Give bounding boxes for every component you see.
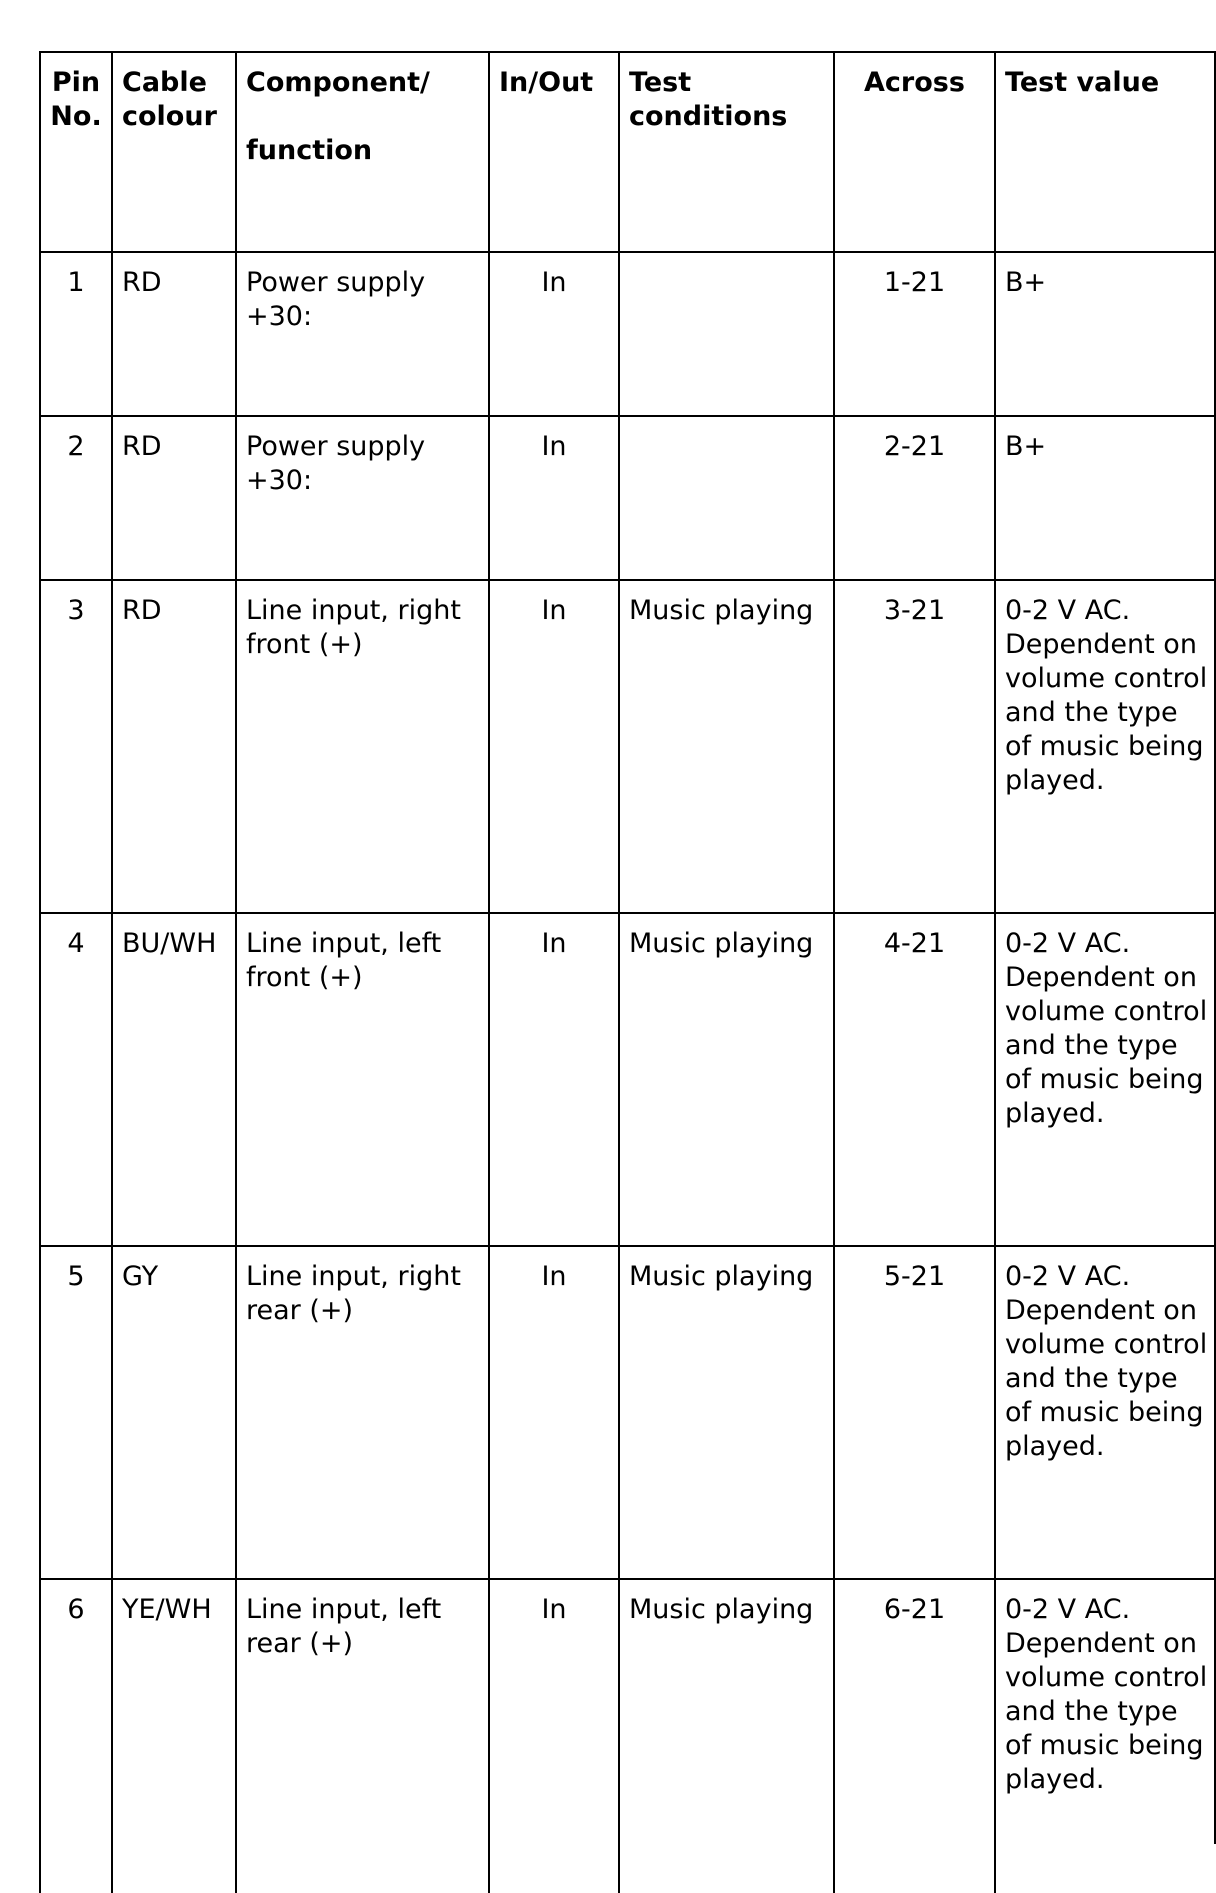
header-test-value: Test value [995, 52, 1216, 252]
table-row [40, 1246, 1216, 1579]
cell-test-value: B+ [995, 252, 1216, 416]
pin-table-page [39, 51, 1216, 1893]
cell-component: Power supply +30: [236, 252, 489, 416]
cell-component: Line input, left rear (+) [236, 1579, 489, 1893]
table-row [40, 913, 1216, 1246]
header-pin-no: Pin No. [40, 52, 112, 252]
header-component-function [236, 52, 489, 252]
cell-cable-colour: YE/WH [112, 1579, 236, 1893]
cell-across: 3-21 [834, 580, 995, 913]
cell-in-out: In [489, 1246, 619, 1579]
cell-test-value: 0-2 V AC. Dependent on volume control and the type of music being played. [995, 1246, 1216, 1579]
cell-component: Line input, left front (+) [236, 913, 489, 1246]
cell-in-out: In [489, 913, 619, 1246]
cell-test-conditions [619, 416, 834, 580]
cell-cable-colour: RD [112, 580, 236, 913]
cell-cable-colour: GY [112, 1246, 236, 1579]
cell-in-out: In [489, 1579, 619, 1893]
cell-pin: 5 [40, 1246, 112, 1579]
cell-test-conditions [619, 252, 834, 416]
table-row [40, 252, 1216, 416]
cell-in-out: In [489, 252, 619, 416]
cell-test-conditions: Music playing [619, 913, 834, 1246]
header-across: Across [834, 52, 995, 252]
cell-pin: 1 [40, 252, 112, 416]
cell-test-value: 0-2 V AC. Dependent on volume control and the type of music being played. [995, 1579, 1216, 1893]
cell-component: Line input, right front (+) [236, 580, 489, 913]
cell-across: 4-21 [834, 913, 995, 1246]
cell-in-out: In [489, 580, 619, 913]
cell-cable-colour: RD [112, 252, 236, 416]
cell-cable-colour: BU/WH [112, 913, 236, 1246]
pin-assignment-table [39, 51, 1216, 1893]
cell-test-conditions: Music playing [619, 1246, 834, 1579]
header-row [40, 52, 1216, 252]
cell-cable-colour: RD [112, 416, 236, 580]
table-row [40, 1579, 1216, 1893]
cell-test-value: B+ [995, 416, 1216, 580]
header-test-conditions: Test conditions [619, 52, 834, 252]
cell-across: 6-21 [834, 1579, 995, 1893]
cell-test-value: 0-2 V AC. Dependent on volume control and the type of music being played. [995, 913, 1216, 1246]
cell-across: 2-21 [834, 416, 995, 580]
cell-pin: 6 [40, 1579, 112, 1893]
header-cable-colour: Cable colour [112, 52, 236, 252]
header-in-out: In/Out [489, 52, 619, 252]
cell-test-value: 0-2 V AC. Dependent on volume control and the type of music being played. [995, 580, 1216, 913]
table-row [40, 416, 1216, 580]
cell-across: 1-21 [834, 252, 995, 416]
cell-pin: 3 [40, 580, 112, 913]
cell-pin: 4 [40, 913, 112, 1246]
cell-component: Power supply +30: [236, 416, 489, 580]
table-row [40, 580, 1216, 913]
header-component-line1: Component/ [246, 67, 430, 98]
cell-in-out: In [489, 416, 619, 580]
cell-across: 5-21 [834, 1246, 995, 1579]
cell-component: Line input, right rear (+) [236, 1246, 489, 1579]
header-component-line2: function [246, 135, 373, 166]
cell-test-conditions: Music playing [619, 1579, 834, 1893]
cell-pin: 2 [40, 416, 112, 580]
cell-test-conditions: Music playing [619, 580, 834, 913]
